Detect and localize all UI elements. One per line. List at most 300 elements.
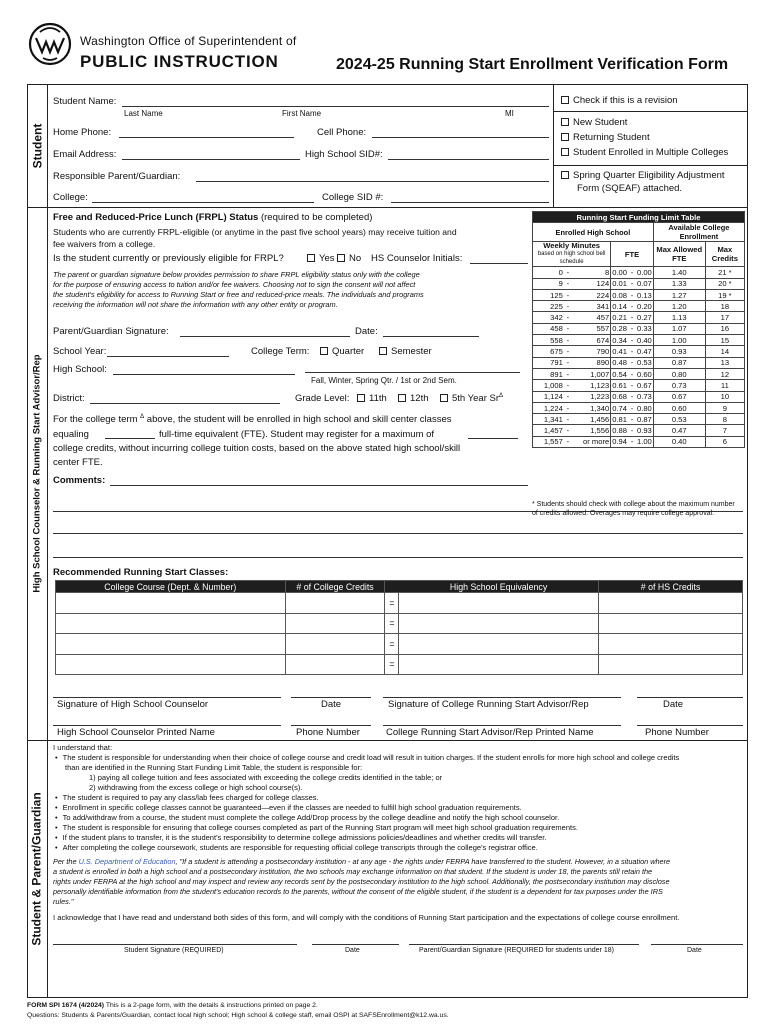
student-name-label: Student Name: xyxy=(53,96,117,107)
parent-guardian-label: Responsible Parent/Guardian: xyxy=(53,171,181,182)
credits-cell[interactable] xyxy=(285,613,385,634)
ospi-logo-icon xyxy=(28,20,72,70)
list-item: • To add/withdraw from a course, the student must complete the college Add/Drop process by the college deadline and notify the high school counselor. xyxy=(55,813,745,823)
minutes-low-cell: 675 xyxy=(533,346,564,357)
parent-signature-final-field[interactable] xyxy=(409,944,639,945)
fte-high-cell: 0.00 xyxy=(637,267,652,277)
multiple-colleges-checkbox[interactable]: Student Enrolled in Multiple Colleges xyxy=(561,147,728,158)
email-field[interactable] xyxy=(122,159,300,160)
revision-checkbox[interactable]: Check if this is a revision xyxy=(561,95,678,106)
classes-heading: Recommended Running Start Classes: xyxy=(53,567,229,578)
range-dash: - xyxy=(628,402,636,413)
equals-sign: = xyxy=(385,634,399,655)
class-row[interactable] xyxy=(56,654,743,675)
district-label: District: xyxy=(53,393,85,404)
max-credits-field[interactable] xyxy=(468,438,518,439)
funding-table-row xyxy=(533,267,745,278)
new-student-checkbox[interactable]: New Student xyxy=(561,117,627,128)
minutes-high-cell: or more xyxy=(572,436,611,447)
funding-table-row xyxy=(533,414,745,425)
minutes-high-cell: 1,340 xyxy=(572,402,611,413)
minutes-low-cell: 1,008 xyxy=(533,380,564,391)
first-name-caption: First Name xyxy=(282,109,322,118)
section-divider-counselor xyxy=(27,740,748,741)
comments-field-1[interactable] xyxy=(110,485,528,486)
hs-credits-cell[interactable] xyxy=(599,593,743,614)
frpl-no-checkbox[interactable]: No xyxy=(337,253,361,264)
fte-low-cell: 0.61 xyxy=(612,380,627,390)
range-dash: - xyxy=(564,402,572,413)
minutes-low-cell: 558 xyxy=(533,335,564,346)
max-fte-cell: 0.53 xyxy=(653,414,705,425)
max-fte-cell: 1.13 xyxy=(653,312,705,323)
minutes-low-cell: 1,224 xyxy=(533,402,564,413)
fte-high-cell: 0.13 xyxy=(637,290,652,300)
course-column-header: College Course (Dept. & Number) xyxy=(56,581,286,593)
max-credits-cell: 11 xyxy=(705,380,744,391)
checkbox-group-divider-1 xyxy=(553,111,748,112)
range-dash: - xyxy=(628,323,636,334)
minutes-high-cell: 1,556 xyxy=(572,425,611,436)
funding-table-row xyxy=(533,368,745,379)
range-dash: - xyxy=(564,368,572,379)
minutes-low-cell: 342 xyxy=(533,312,564,323)
checkbox-icon xyxy=(561,118,569,126)
mi-caption: MI xyxy=(505,109,514,118)
available-college-header: Available College Enrollment xyxy=(653,223,744,242)
max-fte-cell: 1.33 xyxy=(653,278,705,289)
course-cell[interactable] xyxy=(56,654,286,675)
student-date-caption: Date xyxy=(345,947,360,954)
fte-high-cell: 0.60 xyxy=(637,369,652,379)
equivalency-cell[interactable] xyxy=(399,613,599,634)
max-credits-cell: 12 xyxy=(705,368,744,379)
understand-intro: I understand that: xyxy=(53,743,113,752)
max-credits-cell: 8 xyxy=(705,414,744,425)
parent-date-caption: Date xyxy=(687,947,702,954)
checkbox-icon xyxy=(561,133,569,141)
last-name-caption: Last Name xyxy=(124,109,163,118)
student-name-field[interactable] xyxy=(122,106,549,107)
fte-field[interactable] xyxy=(105,438,155,439)
list-item: 2) withdrawing from the excess college or high school course(s). xyxy=(89,783,303,792)
fte-high-cell: 0.80 xyxy=(637,403,652,413)
sqeaf-label-line2: Form (SQEAF) attached. xyxy=(577,183,683,194)
agency-name-line2: PUBLIC INSTRUCTION xyxy=(80,52,279,71)
class-row[interactable] xyxy=(56,593,743,614)
range-dash: - xyxy=(628,278,636,289)
enrolled-hs-header: Enrolled High School xyxy=(533,223,654,242)
side-label-divider xyxy=(47,84,48,998)
max-fte-header: Max Allowed FTE xyxy=(653,242,705,267)
range-dash: - xyxy=(628,301,636,312)
fte-low-cell: 0.94 xyxy=(612,437,627,447)
counselor-initials-label: HS Counselor Initials: xyxy=(371,253,463,264)
ferpa-link[interactable]: U.S. Department of Education xyxy=(78,857,176,866)
list-item: • The student is responsible for understanding when their choice of college course and credit load will result in tuition charges. If the student enrolls for more high school and college credits xyxy=(55,753,745,763)
checkbox-icon xyxy=(379,347,387,355)
parent-date-field[interactable] xyxy=(651,944,743,945)
fte-high-cell: 0.40 xyxy=(637,335,652,345)
credits-cell[interactable] xyxy=(285,654,385,675)
fte-high-cell: 0.67 xyxy=(637,380,652,390)
range-dash: - xyxy=(628,267,636,278)
section-label-student: Student xyxy=(30,123,45,168)
class-row[interactable] xyxy=(56,634,743,655)
credits-cell[interactable] xyxy=(285,634,385,655)
fte-high-cell: 0.87 xyxy=(637,414,652,424)
fte-low-cell: 0.34 xyxy=(612,335,627,345)
responsibility-list xyxy=(55,753,745,853)
frpl-consent-note: The parent or guardian signature below provides permission to share FRPL eligibility status only with the college for the purpose of ensuring access to tuition and/or fee waivers. Choosing not to sign the consent will not affect the student's eligibility for access to Running Start or free and reduced-price meals. The individuals and programs receiving the information will not share the information with any other entity or program. xyxy=(53,270,424,309)
sqeaf-checkbox[interactable]: Spring Quarter Eligibility Adjustment xyxy=(561,170,725,181)
frpl-heading: Free and Reduced-Price Lunch (FRPL) Status (required to be completed) xyxy=(53,212,373,223)
frpl-yes-checkbox[interactable]: Yes xyxy=(307,253,335,264)
term-caption: Fall, Winter, Spring Qtr. / 1st or 2nd Sem. xyxy=(311,376,457,385)
minutes-high-cell: 890 xyxy=(572,357,611,368)
college-phone-caption: Phone Number xyxy=(645,727,709,738)
parent-signature-field[interactable] xyxy=(180,336,350,337)
college-field[interactable] xyxy=(92,202,314,203)
max-credits-cell: 6 xyxy=(705,436,744,447)
range-dash: - xyxy=(564,301,572,312)
hs-date-field[interactable] xyxy=(291,697,371,698)
fte-high-cell: 0.93 xyxy=(637,426,652,436)
home-phone-field[interactable] xyxy=(119,137,294,138)
minutes-low-cell: 0 xyxy=(533,267,564,278)
fte-high-cell: 0.20 xyxy=(637,301,652,311)
range-dash: - xyxy=(564,346,572,357)
max-credits-cell: 10 xyxy=(705,391,744,402)
hs-signature-caption: Signature of High School Counselor xyxy=(57,699,209,710)
minutes-low-cell: 791 xyxy=(533,357,564,368)
minutes-low-cell: 1,341 xyxy=(533,414,564,425)
range-dash: - xyxy=(564,289,572,300)
max-credits-cell: 18 xyxy=(705,301,744,312)
max-credits-cell: 14 xyxy=(705,346,744,357)
acknowledgment-text: I acknowledge that I have read and understand both sides of this form, and will comply with the conditions of Running Start participation and the expectations of college course enrollment. xyxy=(53,913,680,922)
range-dash: - xyxy=(628,368,636,379)
frpl-date-label: Date: xyxy=(355,326,378,337)
fte-low-cell: 0.48 xyxy=(612,358,627,368)
questions-note: Questions: Students & Parents/Guardian, contact local high school; High school & college staff, email OSPI at SAFSEnrollment@k12.wa.us. xyxy=(27,1012,449,1019)
college-term-label: College Term: xyxy=(251,346,310,357)
course-cell[interactable] xyxy=(56,613,286,634)
max-fte-cell: 0.47 xyxy=(653,425,705,436)
grade-11-checkbox[interactable]: 11th xyxy=(357,393,387,404)
hs-credits-cell[interactable] xyxy=(599,613,743,634)
minutes-low-cell: 1,124 xyxy=(533,391,564,402)
college-printed-name-caption: College Running Start Advisor/Rep Printed Name xyxy=(386,727,594,738)
max-fte-cell: 1.27 xyxy=(653,289,705,300)
range-dash: - xyxy=(628,436,636,447)
range-dash: - xyxy=(564,267,572,278)
frpl-line1: Students who are currently FRPL-eligible (or anytime in the past five school years) may receive tuition and xyxy=(53,227,457,237)
checkbox-icon xyxy=(357,394,365,402)
fte-high-cell: 0.47 xyxy=(637,347,652,357)
minutes-high-cell: 457 xyxy=(572,312,611,323)
hs-sid-field[interactable] xyxy=(388,159,549,160)
student-signature-field[interactable] xyxy=(53,944,297,945)
fte-high-cell: 0.07 xyxy=(637,279,652,289)
hs-printed-name-field[interactable] xyxy=(53,725,281,726)
fte-low-cell: 0.01 xyxy=(612,279,627,289)
fte-low-cell: 0.68 xyxy=(612,392,627,402)
credits-cell[interactable] xyxy=(285,593,385,614)
equivalency-cell[interactable] xyxy=(399,654,599,675)
section-divider-student xyxy=(27,207,748,208)
cell-phone-field[interactable] xyxy=(372,137,549,138)
max-credits-cell: 7 xyxy=(705,425,744,436)
hs-credits-cell[interactable] xyxy=(599,634,743,655)
minutes-low-cell: 225 xyxy=(533,301,564,312)
list-item: 1) paying all college tuition and fees associated with exceeding the college credits identified in the table; or xyxy=(89,773,443,782)
frpl-date-field[interactable] xyxy=(383,336,479,337)
range-dash: - xyxy=(564,414,572,425)
range-dash: - xyxy=(564,391,572,402)
range-dash: - xyxy=(564,425,572,436)
hs-sid-label: High School SID#: xyxy=(305,149,383,160)
hs-phone-field[interactable] xyxy=(291,725,371,726)
funding-table-row xyxy=(533,312,745,323)
range-dash: - xyxy=(628,289,636,300)
funding-table-row xyxy=(533,323,745,334)
comments-field-4[interactable] xyxy=(53,557,743,558)
fte-low-cell: 0.28 xyxy=(612,324,627,334)
student-signature-caption: Student Signature (REQUIRED) xyxy=(124,947,224,954)
minutes-high-cell: 124 xyxy=(572,278,611,289)
fte-header: FTE xyxy=(611,242,654,267)
range-dash: - xyxy=(564,323,572,334)
range-dash: - xyxy=(628,335,636,346)
college-date-field[interactable] xyxy=(637,697,743,698)
high-school-field[interactable] xyxy=(113,374,295,375)
hs-date-caption: Date xyxy=(321,699,342,710)
max-fte-cell: 0.93 xyxy=(653,346,705,357)
minutes-low-cell: 891 xyxy=(533,368,564,379)
grade-5th-year-checkbox[interactable]: 5th Year $Sr^\Delta$ xyxy=(440,393,503,404)
college-signature-caption: Signature of College Running Start Advisor/Rep xyxy=(388,699,589,710)
checkbox-icon xyxy=(561,96,569,104)
student-date-field[interactable] xyxy=(312,944,399,945)
frpl-line2: fee waivers from a college. xyxy=(53,239,156,249)
fte-low-cell: 0.54 xyxy=(612,369,627,379)
cell-phone-label: Cell Phone: xyxy=(317,127,367,138)
fte-high-cell: 1.00 xyxy=(637,437,652,447)
equals-sign: = xyxy=(385,593,399,614)
max-credits-cell: 16 xyxy=(705,323,744,334)
term-statement-line2b: full-time equivalent (FTE). Student may register for a maximum of xyxy=(159,429,435,440)
minutes-low-cell: 125 xyxy=(533,289,564,300)
funding-table-footnote: * Students should check with college about the maximum number of credits allowed. Overages may require college approval. xyxy=(532,501,735,517)
quarter-checkbox[interactable]: Quarter xyxy=(320,346,364,357)
fte-low-cell: 0.74 xyxy=(612,403,627,413)
minutes-high-cell: 341 xyxy=(572,301,611,312)
district-field[interactable] xyxy=(90,403,280,404)
range-dash: - xyxy=(564,436,572,447)
section-label-parent: Student & Parent/Guardian xyxy=(30,792,45,946)
agency-name-line1: Washington Office of Superintendent of xyxy=(80,34,297,48)
max-fte-cell: 0.40 xyxy=(653,436,705,447)
max-fte-cell: 0.87 xyxy=(653,357,705,368)
list-item: than are identified in the Running Start Funding Limit Table, the student is responsible for: xyxy=(65,763,363,772)
max-fte-cell: 1.40 xyxy=(653,267,705,278)
range-dash: - xyxy=(564,335,572,346)
college-term-field[interactable] xyxy=(305,372,520,373)
range-dash: - xyxy=(628,380,636,391)
counselor-initials-field[interactable] xyxy=(470,263,528,264)
max-credits-cell: 20 * xyxy=(705,278,744,289)
minutes-high-cell: 8 xyxy=(572,267,611,278)
college-printed-name-field[interactable] xyxy=(383,725,621,726)
section-label-counselor: High School Counselor & Running Start Advisor/Rep xyxy=(31,354,43,593)
returning-student-checkbox[interactable]: Returning Student xyxy=(561,132,650,143)
fte-high-cell: 0.33 xyxy=(637,324,652,334)
course-cell[interactable] xyxy=(56,593,286,614)
max-fte-cell: 0.80 xyxy=(653,368,705,379)
hs-credits-cell[interactable] xyxy=(599,654,743,675)
college-sid-label: College SID #: xyxy=(322,192,384,203)
funding-table-row xyxy=(533,425,745,436)
max-credits-cell: 17 xyxy=(705,312,744,323)
funding-table-title: Running Start Funding Limit Table xyxy=(533,212,745,223)
max-fte-cell: 0.60 xyxy=(653,402,705,413)
range-dash: - xyxy=(564,312,572,323)
checkbox-group-divider-2 xyxy=(553,165,748,166)
funding-table-row xyxy=(533,380,745,391)
hs-phone-caption: Phone Number xyxy=(296,727,360,738)
comments-label: Comments: xyxy=(53,475,106,486)
equals-sign: = xyxy=(385,613,399,634)
fte-high-cell: 0.73 xyxy=(637,392,652,402)
fte-low-cell: 0.21 xyxy=(612,313,627,323)
max-credits-cell: 19 * xyxy=(705,289,744,300)
funding-table-row xyxy=(533,391,745,402)
minutes-high-cell: 1,007 xyxy=(572,368,611,379)
school-year-field[interactable] xyxy=(107,356,229,357)
hs-counselor-signature-field[interactable] xyxy=(53,697,281,698)
range-dash: - xyxy=(628,346,636,357)
range-dash: - xyxy=(628,312,636,323)
student-checkbox-divider xyxy=(553,84,554,207)
range-dash: - xyxy=(564,380,572,391)
minutes-low-cell: 458 xyxy=(533,323,564,334)
term-statement-line2: equaling xyxy=(53,429,89,440)
equals-sign: = xyxy=(385,654,399,675)
fte-low-cell: 0.41 xyxy=(612,347,627,357)
max-credits-cell: 21 * xyxy=(705,267,744,278)
hs-credits-column-header: # of HS Credits xyxy=(599,581,743,593)
max-credits-header: Max Credits xyxy=(705,242,744,267)
school-year-label: School Year: xyxy=(53,346,107,357)
checkbox-icon xyxy=(307,254,315,262)
funding-limit-table xyxy=(532,211,745,448)
checkbox-icon xyxy=(320,347,328,355)
max-credits-cell: 13 xyxy=(705,357,744,368)
checkbox-icon xyxy=(561,148,569,156)
range-dash: - xyxy=(628,414,636,425)
equivalency-cell[interactable] xyxy=(399,634,599,655)
minutes-high-cell: 674 xyxy=(572,335,611,346)
weekly-minutes-sub-label: based on high school bell schedule xyxy=(537,251,606,266)
minutes-high-cell: 557 xyxy=(572,323,611,334)
weekly-minutes-label: Weekly Minutes xyxy=(543,241,601,251)
ferpa-note: Per the U.S. Department of Education, "If a student is attending a postsecondary institution - at any age - the rights under FERPA have transferred to the student. However, in a situation where a student is enrolled in both a high school and a postsecondary institution, the two schools may exchange information on that student. If the student is under 18, the parents still retain the rights under FERPA at the high school and may inspect and review any records sent by the postsecondary institution to the high school. Additionally, the postsecondary institution may disclose personally identifiable information from the student's education records to the parents, without the consent of the eligible student, if the student is a dependent for tax purposes under the IRS rules." xyxy=(53,857,671,906)
minutes-high-cell: 1,223 xyxy=(572,391,611,402)
parent-guardian-field[interactable] xyxy=(196,181,549,182)
fte-low-cell: 0.81 xyxy=(612,414,627,424)
high-school-label: High School: xyxy=(53,364,107,375)
term-statement-line4: center FTE. xyxy=(53,457,103,468)
term-statement-line3: college credits, without incurring college tuition costs, based on the above stated high school/skill xyxy=(53,443,461,454)
range-dash: - xyxy=(628,425,636,436)
fte-high-cell: 0.27 xyxy=(637,313,652,323)
minutes-low-cell: 1,557 xyxy=(533,436,564,447)
college-advisor-signature-field[interactable] xyxy=(383,697,621,698)
fte-high-cell: 0.53 xyxy=(637,358,652,368)
max-fte-cell: 0.73 xyxy=(653,380,705,391)
form-id: FORM SPI 1674 (4/2024) This is a 2-page form, with the details & instructions printed on page 2. xyxy=(27,1002,318,1009)
class-row[interactable] xyxy=(56,613,743,634)
fte-low-cell: 0.08 xyxy=(612,290,627,300)
parent-signature-caption: Parent/Guardian Signature (REQUIRED for students under 18) xyxy=(419,947,614,954)
checkbox-icon xyxy=(440,394,448,402)
equivalency-column-header: High School Equivalency xyxy=(399,581,599,593)
max-fte-cell: 1.00 xyxy=(653,335,705,346)
grade-level-label: Grade Level: xyxy=(295,393,350,404)
home-phone-label: Home Phone: xyxy=(53,127,112,138)
term-statement-line1: For the college term $^\Delta$ above, the student will be enrolled in high school and skill center classes xyxy=(53,414,452,426)
comments-field-3[interactable] xyxy=(53,533,743,534)
checkbox-icon xyxy=(561,171,569,179)
funding-table-row xyxy=(533,357,745,368)
range-dash: - xyxy=(628,391,636,402)
funding-table-row xyxy=(533,301,745,312)
funding-table-row xyxy=(533,402,745,413)
list-item: • Enrollment in specific college classes cannot be guaranteed—even if the classes are needed to fulfill high school graduation requirements. xyxy=(55,803,745,813)
max-fte-cell: 1.20 xyxy=(653,301,705,312)
email-label: Email Address: xyxy=(53,149,117,160)
funding-table-row xyxy=(533,289,745,300)
range-dash: - xyxy=(628,357,636,368)
max-fte-cell: 0.67 xyxy=(653,391,705,402)
equivalency-cell[interactable] xyxy=(399,593,599,614)
frpl-question: Is the student currently or previously eligible for FRPL? xyxy=(53,253,284,264)
grade-12-checkbox[interactable]: 12th xyxy=(398,393,429,404)
funding-table-row xyxy=(533,278,745,289)
minutes-high-cell: 1,456 xyxy=(572,414,611,425)
minutes-high-cell: 1,123 xyxy=(572,380,611,391)
college-phone-field[interactable] xyxy=(637,725,743,726)
list-item: • After completing the college coursework, students are responsible for requesting official college transcripts through the college's registrar office. xyxy=(55,843,745,853)
funding-table-row xyxy=(533,335,745,346)
minutes-low-cell: 9 xyxy=(533,278,564,289)
max-credits-cell: 15 xyxy=(705,335,744,346)
weekly-minutes-header xyxy=(533,242,611,267)
minutes-low-cell: 1,457 xyxy=(533,425,564,436)
fte-low-cell: 0.00 xyxy=(612,267,627,277)
minutes-high-cell: 224 xyxy=(572,289,611,300)
semester-checkbox[interactable]: Semester xyxy=(379,346,432,357)
credits-column-header: # of College Credits xyxy=(285,581,385,593)
range-dash: - xyxy=(564,278,572,289)
college-sid-field[interactable] xyxy=(391,202,549,203)
funding-table-row xyxy=(533,436,745,447)
checkbox-icon xyxy=(398,394,406,402)
course-cell[interactable] xyxy=(56,634,286,655)
list-item: • The student is required to pay any class/lab fees charged for college classes. xyxy=(55,793,745,803)
list-item: • If the student plans to transfer, it is the student's responsibility to determine college admissions policies/deadlines and whether credits will transfer. xyxy=(55,833,745,843)
